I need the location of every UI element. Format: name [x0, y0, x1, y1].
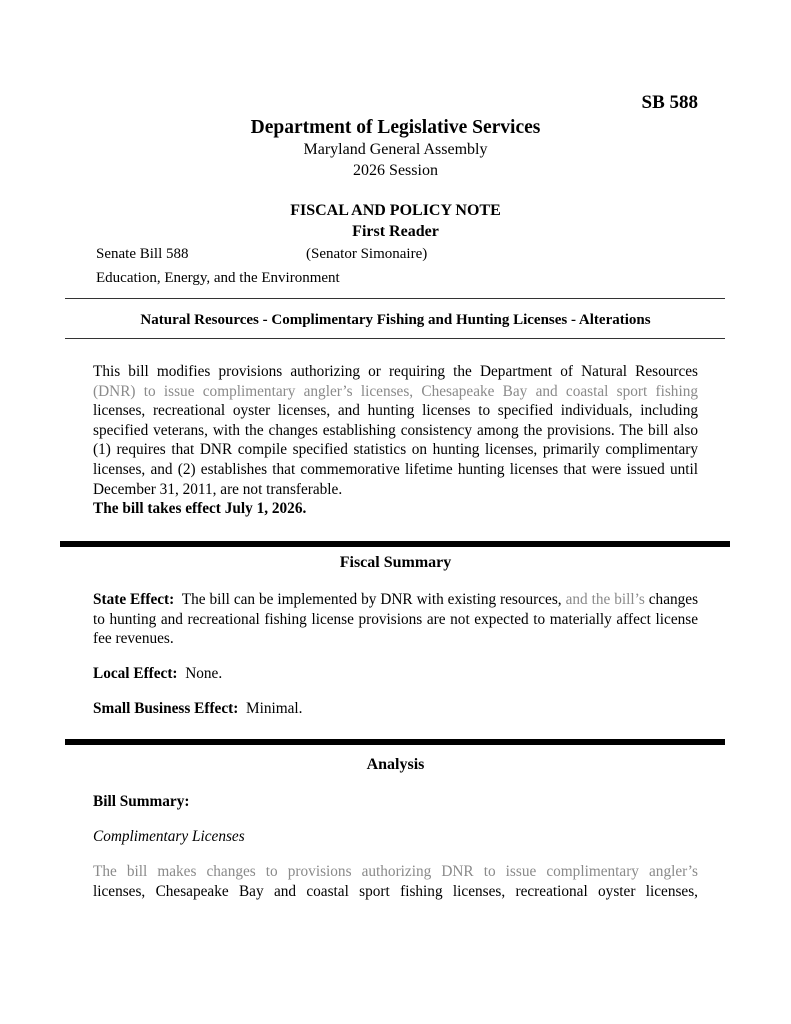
effective-date: The bill takes effect July 1, 2026. — [93, 500, 307, 518]
state-effect — [93, 590, 698, 649]
section-divider — [60, 541, 730, 547]
analysis-heading: Analysis — [366, 756, 425, 773]
state-effect-text-faded: and the bill’s — [565, 591, 645, 608]
synopsis — [93, 362, 698, 519]
bill-number: SB 588 — [641, 92, 698, 113]
small-business-label: Small Business Effect: — [93, 700, 239, 717]
fiscal-summary-heading: Fiscal Summary — [339, 554, 452, 571]
small-business-effect — [93, 699, 698, 719]
state-effect-text: The bill can be implemented by DNR with existing resources, — [181, 591, 562, 608]
local-effect — [93, 664, 698, 684]
sponsor: (Senator Simonaire) — [306, 246, 428, 262]
synopsis-body: licenses, recreational oyster licenses, and hunting licenses to specified individuals, including specified veterans, with the changes establishing consistency among the provisions. The bill also (1) requires that DNR compile specified statistics on hunting licenses, primarily complimentary licenses, and (2) establishes that commemorative lifetime hunting licenses that were issued until December 31, 2011, are not transferable. — [93, 402, 698, 498]
small-business-text: Minimal. — [245, 700, 303, 717]
note-type: FISCAL AND POLICY NOTE — [290, 202, 501, 219]
section-divider — [65, 739, 725, 745]
committee: Education, Energy, and the Environment — [96, 270, 340, 286]
analysis-line-1: The bill makes changes to provisions authorizing DNR to issue complimentary angler’s — [93, 863, 698, 880]
analysis-line-2: licenses, Chesapeake Bay and coastal sport fishing licenses, recreational oyster licenses, — [93, 882, 698, 900]
synopsis-line-2: (DNR) to issue complimentary angler’s licenses, Chesapeake Bay and coastal sport fishing — [93, 382, 698, 400]
state-effect-label: State Effect: — [93, 591, 175, 608]
complimentary-licenses-subheading: Complimentary Licenses — [93, 828, 245, 845]
session-label: 2026 Session — [353, 162, 438, 179]
state-effect-text-rest: changes to hunting and recreational fishing license provisions are not expected to materially affect license fee revenues. — [93, 591, 699, 648]
assembly-name: Maryland General Assembly — [303, 141, 488, 158]
reader-label: First Reader — [352, 223, 439, 240]
bill-summary-label: Bill Summary: — [93, 793, 190, 810]
divider — [65, 298, 725, 299]
divider — [65, 338, 725, 339]
local-effect-text: None. — [185, 665, 223, 682]
bill-name: Senate Bill 588 — [96, 246, 189, 262]
local-effect-label: Local Effect: — [93, 665, 178, 682]
department-name: Department of Legislative Services — [250, 117, 541, 138]
analysis-paragraph — [93, 862, 698, 901]
bill-title: Natural Resources - Complimentary Fishing and Hunting Licenses - Alterations — [140, 312, 651, 328]
synopsis-line-1: This bill modifies provisions authorizing or requiring the Department of Natural Resources — [93, 363, 698, 380]
